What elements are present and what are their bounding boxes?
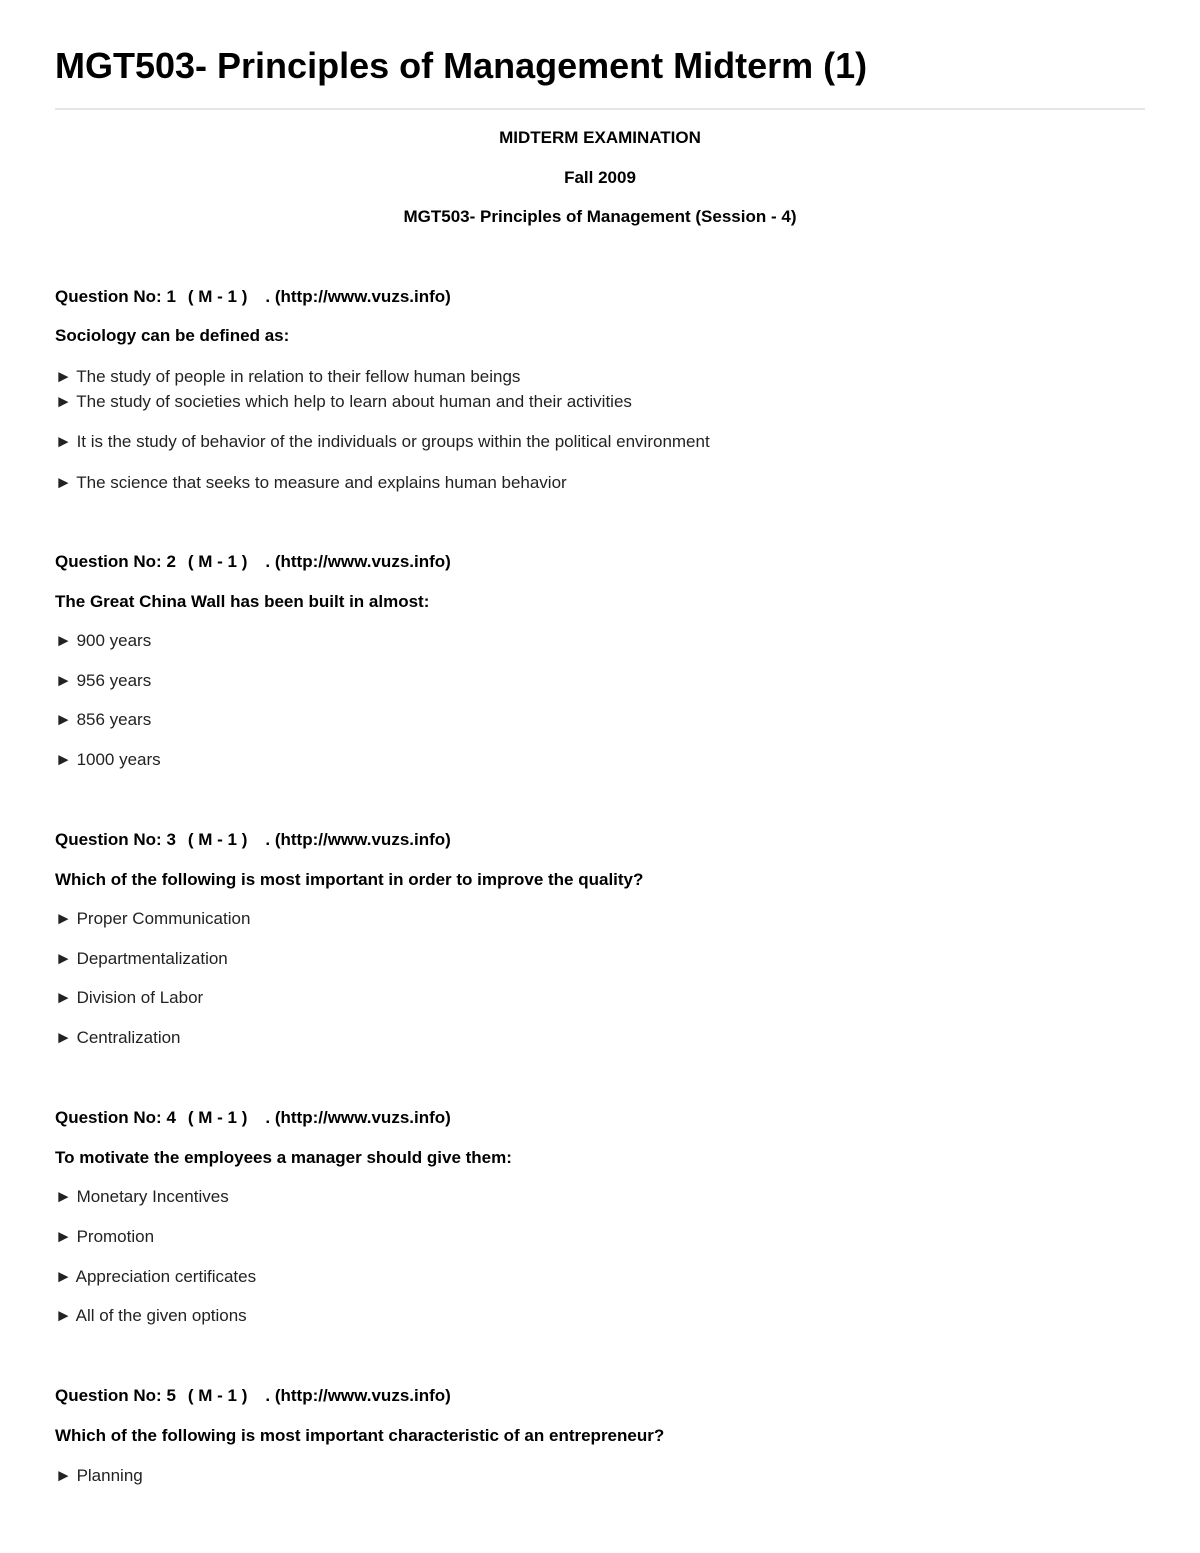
question-3-option-3 (55, 987, 203, 1009)
bullet-arrow-icon: ► (55, 1306, 72, 1325)
question-4-text: To motivate the employees a manager should give them: (55, 1148, 512, 1167)
question-number: Question No: 1 (55, 287, 176, 306)
question-source: . (http://www.vuzs.info) (265, 552, 451, 571)
question-source: . (http://www.vuzs.info) (265, 830, 451, 849)
option-label: The study of people in relation to their fellow human beings (76, 367, 521, 386)
question-number: Question No: 2 (55, 552, 176, 571)
option-label: Appreciation certificates (75, 1267, 257, 1286)
question-5-text: Which of the following is most important characteristic of an entrepreneur? (55, 1426, 665, 1445)
question-4-option-3 (55, 1266, 256, 1288)
question-1-header (55, 286, 451, 308)
question-marks: ( M - 1 ) (187, 1108, 248, 1127)
option-label: 1000 years (76, 750, 161, 769)
question-1-option-3 (55, 431, 710, 453)
bullet-arrow-icon: ► (55, 1267, 72, 1286)
bullet-arrow-icon: ► (55, 367, 72, 386)
question-marks: ( M - 1 ) (187, 552, 248, 571)
question-4-option-1 (55, 1186, 229, 1208)
question-5-option-1 (55, 1465, 143, 1487)
question-4-option-2 (55, 1226, 154, 1248)
question-3-option-1 (55, 908, 250, 930)
bullet-arrow-icon: ► (55, 392, 72, 411)
option-label: Planning (76, 1466, 143, 1485)
question-2-text: The Great China Wall has been built in almost: (55, 592, 430, 611)
question-marks: ( M - 1 ) (187, 287, 248, 306)
question-2-option-3 (55, 709, 151, 731)
bullet-arrow-icon: ► (55, 1028, 72, 1047)
question-1-option-4 (55, 472, 567, 494)
question-4-option-4 (55, 1305, 247, 1327)
question-4-header (55, 1107, 451, 1129)
option-label: It is the study of behavior of the individuals or groups within the political environment (76, 432, 710, 451)
course-title: MGT503- Principles of Management (Session - 4) (403, 207, 797, 226)
bullet-arrow-icon: ► (55, 1227, 72, 1246)
bullet-arrow-icon: ► (55, 949, 72, 968)
exam-heading: MIDTERM EXAMINATION (499, 128, 701, 147)
question-source: . (http://www.vuzs.info) (265, 287, 451, 306)
question-3-option-4 (55, 1027, 181, 1049)
option-label: Centralization (76, 1028, 181, 1047)
question-2-option-4 (55, 749, 161, 771)
bullet-arrow-icon: ► (55, 671, 72, 690)
question-1-option-1 (55, 366, 520, 388)
bullet-arrow-icon: ► (55, 909, 72, 928)
option-label: Departmentalization (76, 949, 228, 968)
bullet-arrow-icon: ► (55, 1187, 72, 1206)
question-number: Question No: 3 (55, 830, 176, 849)
bullet-arrow-icon: ► (55, 750, 72, 769)
question-marks: ( M - 1 ) (187, 830, 248, 849)
document-title: MGT503- Principles of Management Midterm (1) (55, 45, 868, 86)
option-label: The study of societies which help to learn about human and their activities (76, 392, 632, 411)
bullet-arrow-icon: ► (55, 988, 72, 1007)
option-label: All of the given options (75, 1306, 247, 1325)
question-source: . (http://www.vuzs.info) (265, 1386, 451, 1405)
question-2-header (55, 551, 451, 573)
title-divider (55, 108, 1145, 110)
option-label: Division of Labor (76, 988, 204, 1007)
question-marks: ( M - 1 ) (187, 1386, 248, 1405)
question-1-text: Sociology can be defined as: (55, 326, 290, 345)
question-2-option-1 (55, 630, 151, 652)
question-number: Question No: 4 (55, 1108, 176, 1127)
question-number: Question No: 5 (55, 1386, 176, 1405)
question-3-header (55, 829, 451, 851)
option-label: 900 years (76, 631, 152, 650)
bullet-arrow-icon: ► (55, 1466, 72, 1485)
bullet-arrow-icon: ► (55, 631, 72, 650)
option-label: Proper Communication (76, 909, 251, 928)
question-1-option-2 (55, 391, 632, 413)
question-3-text: Which of the following is most important in order to improve the quality? (55, 870, 644, 889)
option-label: The science that seeks to measure and explains human behavior (76, 473, 567, 492)
bullet-arrow-icon: ► (55, 432, 72, 451)
question-source: . (http://www.vuzs.info) (265, 1108, 451, 1127)
exam-term: Fall 2009 (564, 168, 636, 187)
option-label: Monetary Incentives (76, 1187, 229, 1206)
question-3-option-2 (55, 948, 228, 970)
bullet-arrow-icon: ► (55, 710, 72, 729)
bullet-arrow-icon: ► (55, 473, 72, 492)
question-5-header (55, 1385, 451, 1407)
option-label: 956 years (76, 671, 152, 690)
option-label: Promotion (76, 1227, 155, 1246)
option-label: 856 years (76, 710, 152, 729)
question-2-option-2 (55, 670, 151, 692)
